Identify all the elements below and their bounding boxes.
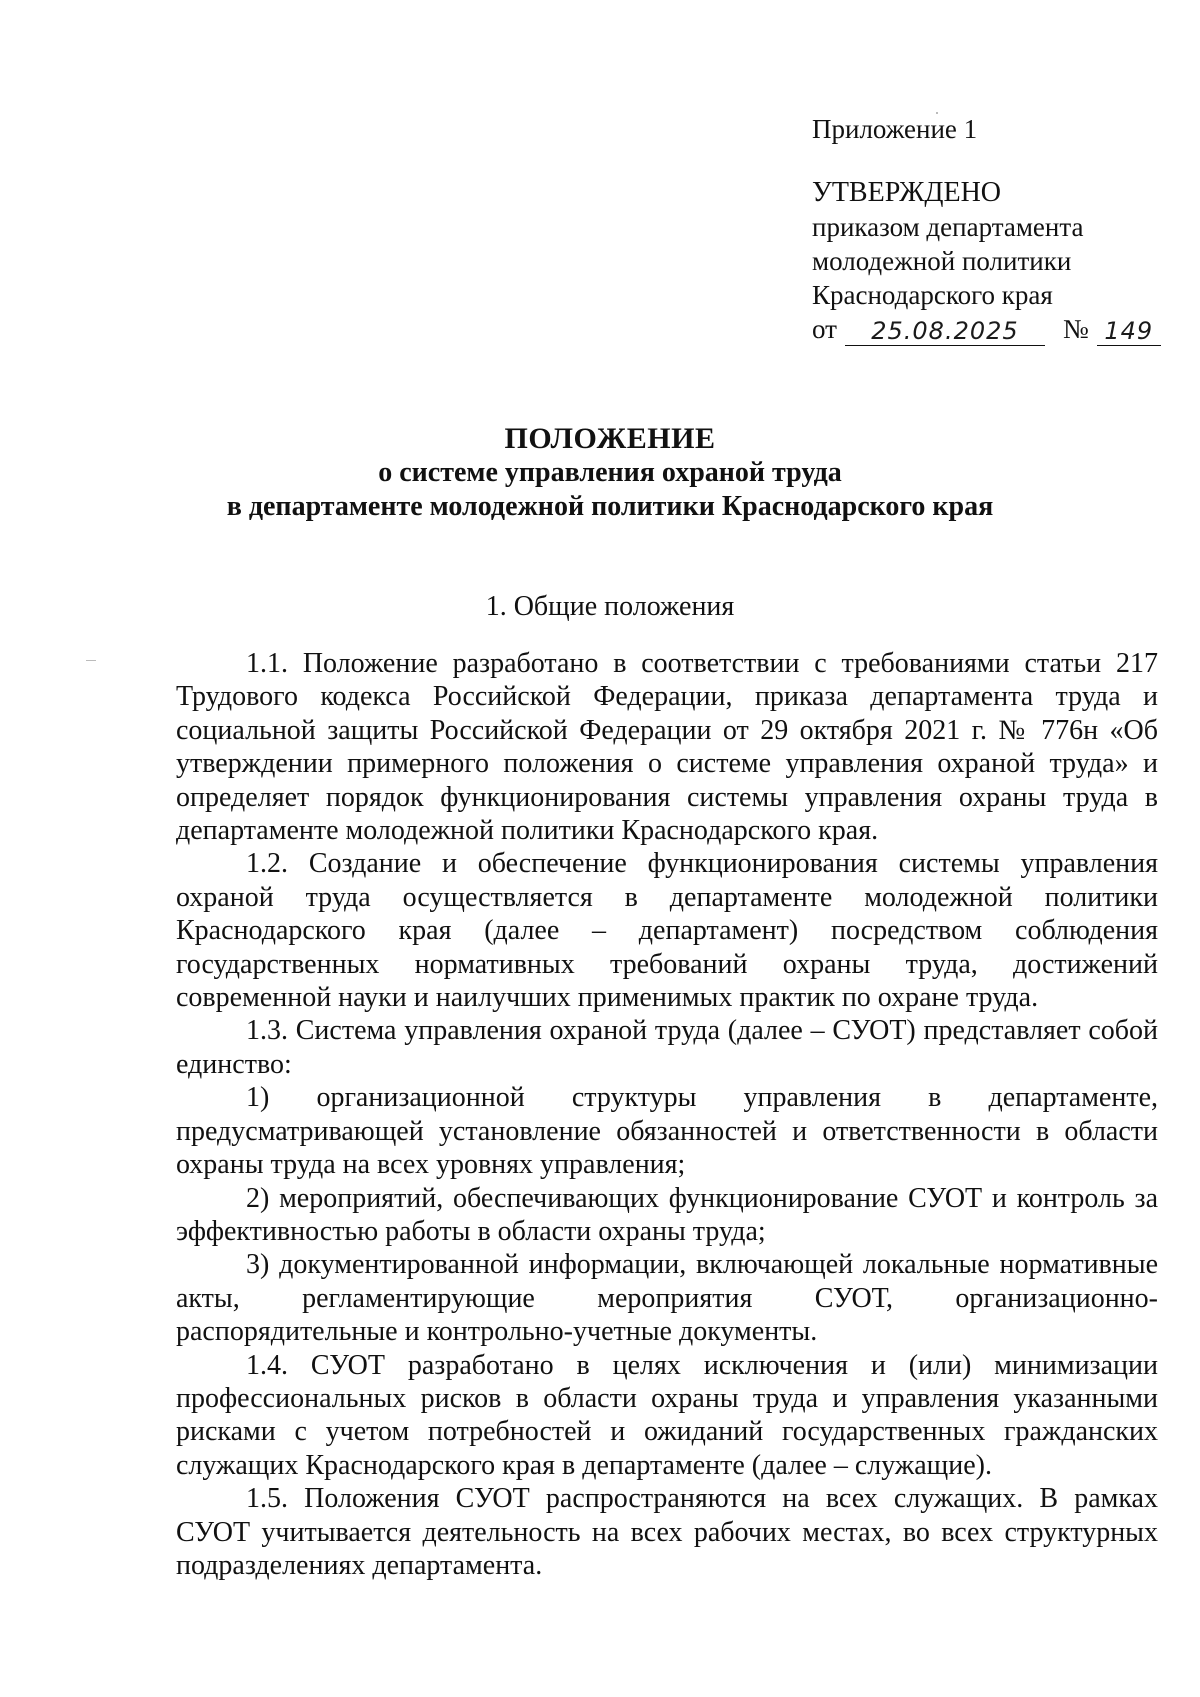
handwritten-date: 25.08.2025 (845, 317, 1045, 346)
approval-line-1: приказом департамента (812, 212, 1084, 242)
document-title-block (150, 422, 1070, 524)
body-text (176, 647, 1158, 1582)
paragraph-1-3: 1.3. Система управления охраной труда (далее – СУОТ) представляет собой единство: (176, 1015, 1158, 1080)
date-prefix: от (812, 314, 837, 344)
document-subtitle-1: о системе управления охраной труда (378, 457, 842, 488)
list-item-3: 3) документированной информации, включающей локальные нормативные акты, регламентирующие мероприятия СУОТ, организационно-распорядительные и контрольно-учетные документы. (176, 1249, 1158, 1348)
paragraph-1-2: 1.2. Создание и обеспечение функционирования системы управления охраной труда осуществляется в департаменте молодежной политики Краснодарского края (далее – департамент) посредством соблюдения государственных нормативных требований охраны труда, достижений современной науки и наилучших применимых практик по охране труда. (176, 848, 1158, 1014)
approval-line-3: Краснодарского края (812, 280, 1053, 310)
list-item-2: 2) мероприятий, обеспечивающих функционирование СУОТ и контроль за эффективностью работы в области охраны труда; (176, 1182, 1158, 1247)
scan-margin-mark (86, 660, 96, 661)
document-title: ПОЛОЖЕНИЕ (504, 422, 716, 455)
section-heading: 1. Общие положения (485, 591, 735, 622)
approval-stamp-block (812, 112, 1172, 346)
number-sign: № (1062, 314, 1089, 344)
paragraph-1-5: 1.5. Положения СУОТ распространяются на всех служащих. В рамках СУОТ учитывается деятельность на всех рабочих местах, во всех структурных подразделениях департамента. (176, 1483, 1158, 1581)
order-date-number-line (812, 312, 1172, 346)
paragraph-1-1: 1.1. Положение разработано в соответствии с требованиями статьи 217 Трудового кодекса Российской Федерации, приказа департамента труда и социальной защиты Российской Федерации от 29 октября 2021 г. № 776н «Об утверждении примерного положения о системе управления охраной труда» и определяет порядок функционирования системы управления охраны труда в департаменте молодежной политики Краснодарского края. (176, 648, 1158, 847)
appendix-label: Приложение 1 (812, 114, 978, 144)
list-item-1: 1) организационной структуры управления в департаменте, предусматривающей установление обязанностей и ответственности в области охраны труда на всех уровнях управления; (176, 1082, 1158, 1181)
handwritten-number: 149 (1097, 317, 1161, 346)
approved-label: УТВЕРЖДЕНО (812, 177, 1002, 208)
paragraph-1-4: 1.4. СУОТ разработано в целях исключения и (или) минимизации профессиональных рисков в области охраны труда и управления указанными рисками с учетом потребностей и ожиданий государственных гражданских служащих Краснодарского края в департаменте (далее – служащие). (176, 1349, 1158, 1481)
approval-line-2: молодежной политики (812, 246, 1072, 276)
document-subtitle-2: в департаменте молодежной политики Краснодарского края (226, 491, 994, 522)
